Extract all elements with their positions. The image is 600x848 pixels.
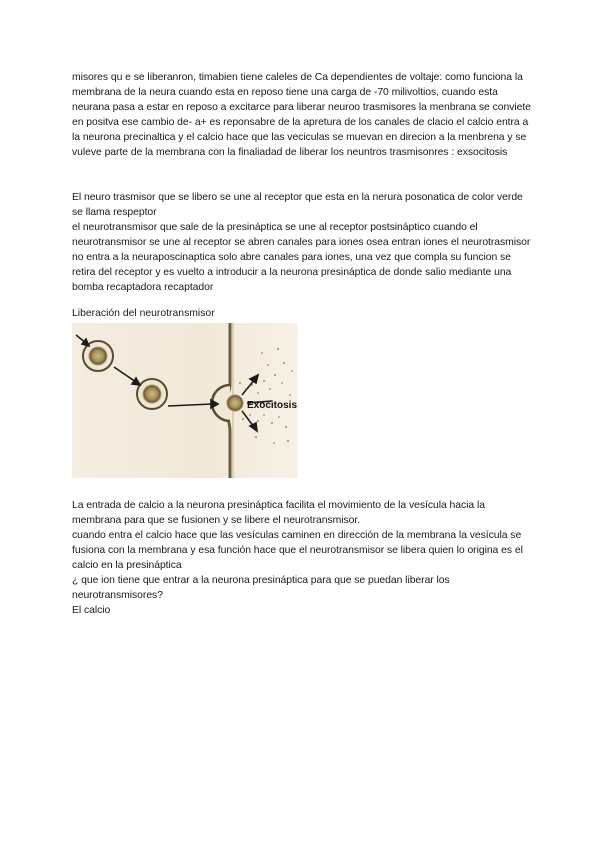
paragraph-line: La entrada de calcio a la neurona presináptica facilita el movimiento de la vesícula hacia la membrana para que se fusionen y se libere el neurotransmisor. <box>72 500 485 526</box>
paragraph-calcium-channels <box>72 70 532 160</box>
paragraph-line: cuando entra el calcio hace que las vesículas caminen en dirección de la membrana la vesícula se fusiona con la membrana y esa función hace que el neurotransmisor se libera quien lo origina es el calcio en la presináptica <box>72 530 523 571</box>
paragraph-receptor <box>72 190 532 295</box>
paragraph-line: El neuro trasmisor que se libero se une al receptor que esta en la nerura posonatica de color verde se llama respeptor <box>72 192 523 218</box>
paragraph-line: el neurotransmisor que sale de la presináptica se une al receptor postsináptico cuando el neurotransmisor se une al receptor se abren canales para iones osea entran iones el neurotrasmisor no entra a la neuraposcinaptica solo abre canales para iones, una vez que compla su funcion se retira del receptor y es vuelto a introducir a la neurona presináptica de donde salio mediante una bomba recaptadora recaptador <box>72 222 531 293</box>
paragraph-text: misores qu e se liberanron, timabien tiene caleles de Ca dependientes de voltaje: como funciona la membrana de la neura cuando esta en reposo tiene una carga de -70 milivoltios, cuando esta neurana pasa a estar en reposo a excitarce para liberar neuroo trasmisores la menbrana se conviete en positva ese cambio de- a+ es reponsabre de la apretura de los canales de clacio el calcio entra a la neurona precinaltica y el calcio hace que las veciculas se muevan en direcion a la menbrena y se vuleve parte de la membrana con la finaliadad de liberar los neuntros trasmisonres : exsocitosis <box>72 72 531 158</box>
question-line: ¿ que ion tiene que entrar a la neurona presináptica para que se puedan liberar los neurotransmisores? <box>72 575 450 601</box>
paragraph-calcium-entry <box>72 498 532 618</box>
vesicle-2 <box>137 379 167 409</box>
exocytosis-label: Exocitosis <box>247 400 298 411</box>
exocytosis-figure <box>72 323 298 478</box>
figure-caption: Liberación del neurotransmisor <box>72 308 215 319</box>
answer-line: El calcio <box>72 605 111 616</box>
